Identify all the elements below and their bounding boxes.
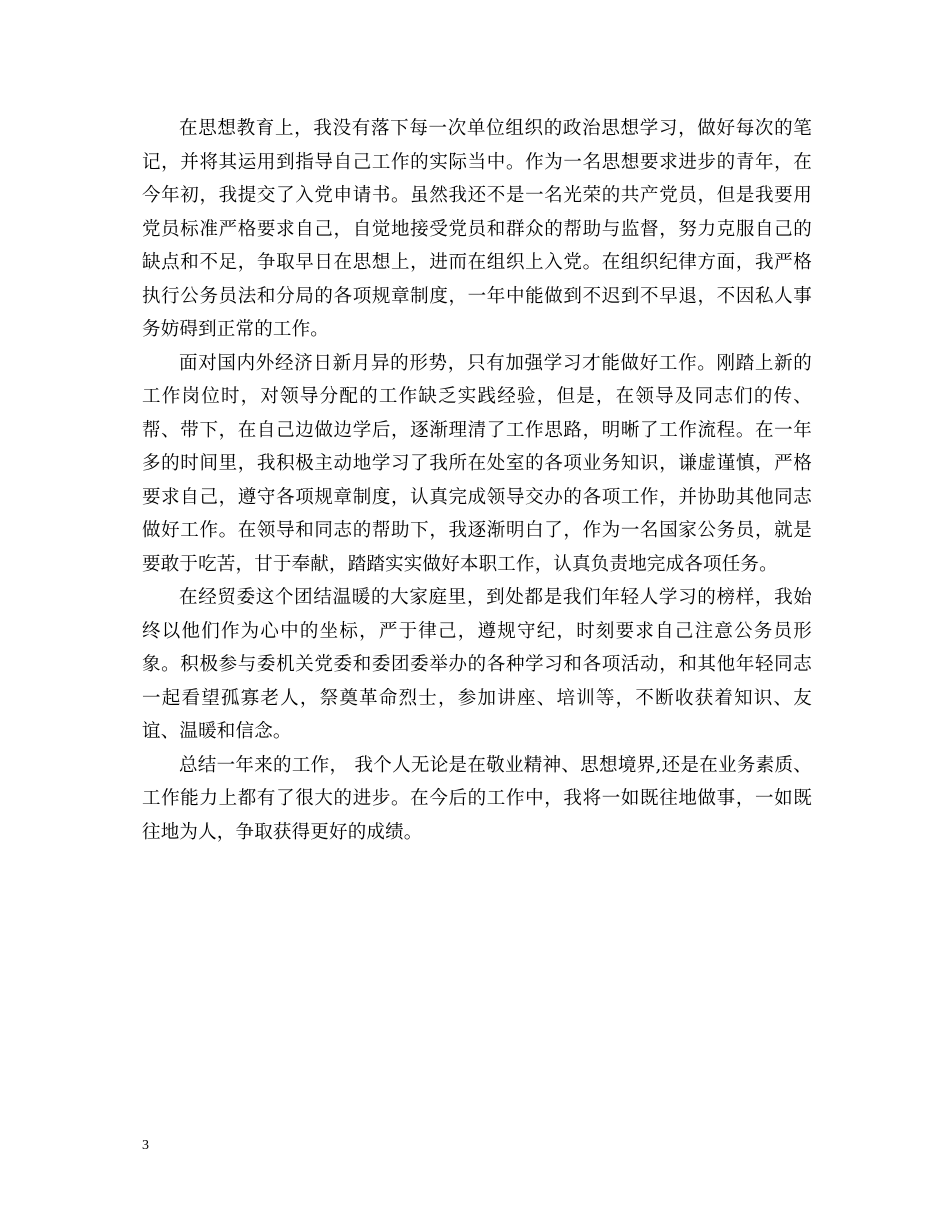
- paragraph-summary: 总结一年来的工作， 我个人无论是在敬业精神、思想境界,还是在业务素质、工作能力上都有了很大的进步。在今后的工作中，我将一如既往地做事，一如既往地为人，争取获得更好的成绩。: [142, 754, 812, 843]
- page-number: 3: [142, 1138, 149, 1153]
- document-body: [142, 112, 812, 849]
- paragraph-ideological-education: 在思想教育上，我没有落下每一次单位组织的政治思想学习，做好每次的笔记，并将其运用到指导自己工作的实际当中。作为一名思想要求进步的青年，在今年初，我提交了入党申请书。虽然我还不是一名光荣的共产党员，但是我要用党员标准严格要求自己，自觉地接受党员和群众的帮助与监督，努力克服自己的缺点和不足，争取早日在思想上，进而在组织上入党。在组织纪律方面，我严格执行公务员法和分局的各项规章制度，一年中能做到不迟到不早退，不因私人事务妨碍到正常的工作。: [142, 118, 812, 340]
- paragraph-study-and-work: 面对国内外经济日新月异的形势，只有加强学习才能做好工作。刚踏上新的工作岗位时，对领导分配的工作缺乏实践经验，但是，在领导及同志们的传、帮、带下，在自己边做边学后，逐渐理清了工作思路，明晰了工作流程。在一年多的时间里，我积极主动地学习了我所在处室的各项业务知识，谦虚谨慎，严格要求自己，遵守各项规章制度，认真完成领导交办的各项工作，并协助其他同志做好工作。在领导和同志的帮助下，我逐渐明白了，作为一名国家公务员，就是要敢于吃苦，甘于奉献，踏踏实实做好本职工作，认真负责地完成各项任务。: [142, 352, 812, 575]
- paragraph-team-activities: 在经贸委这个团结温暖的大家庭里，到处都是我们年轻人学习的榜样，我始终以他们作为心中的坐标，严于律己，遵规守纪，时刻要求自己注意公务员形象。积极参与委机关党委和委团委举办的各种学习和各项活动，和其他年轻同志一起看望孤寡老人，祭奠革命烈士，参加讲座、培训等，不断收获着知识、友谊、温暖和信念。: [142, 587, 812, 742]
